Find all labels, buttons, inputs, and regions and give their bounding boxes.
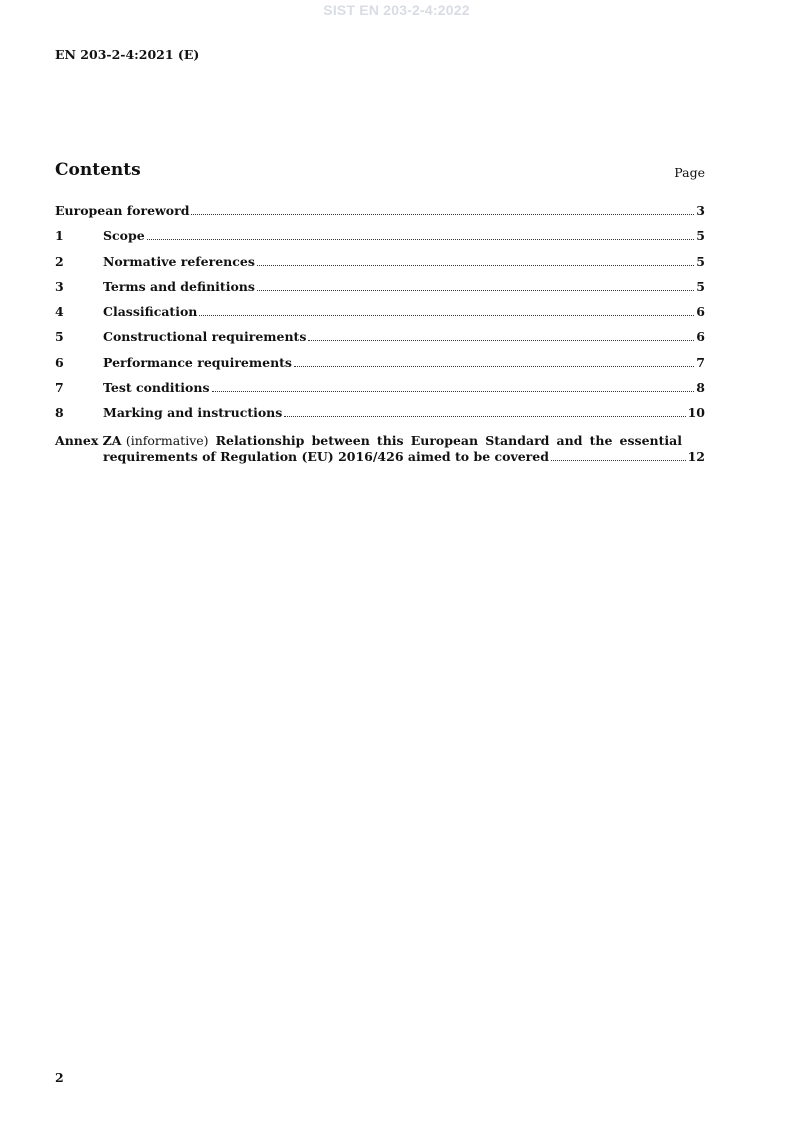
annex-heading <box>55 433 209 449</box>
toc-entry-classification[interactable] <box>55 304 705 329</box>
dot-leader <box>257 290 694 291</box>
toc-entry-title: Classification <box>103 304 198 320</box>
watermark: SIST EN 203-2-4:2022 <box>323 2 470 18</box>
toc-entry-scope[interactable] <box>55 228 705 253</box>
annex-title-word: this <box>376 432 404 448</box>
toc-entry-constructional-requirements[interactable] <box>55 329 705 354</box>
dot-leader <box>294 366 694 367</box>
annex-title-word: European <box>410 432 479 448</box>
annex-title-word: essential <box>619 432 682 448</box>
toc-entry-foreword[interactable] <box>55 203 705 228</box>
toc-entry-title: Scope <box>103 228 145 244</box>
annex-title-continuation: requirements of Regulation (EU) 2016/426 aimed to be covered <box>103 448 549 464</box>
toc-entry-page: 6 <box>696 304 705 320</box>
annex-title-line-2 <box>55 449 705 465</box>
dot-leader <box>551 460 686 461</box>
toc-entry-number: 2 <box>55 253 64 269</box>
annex-label: Annex ZA <box>55 432 122 448</box>
annex-title-word: Relationship <box>215 432 305 448</box>
toc-entry-title: Normative references <box>103 253 255 269</box>
toc-entry-title: Constructional requirements <box>103 329 307 345</box>
toc-entry-number: 8 <box>55 405 64 421</box>
toc-entry-title: Terms and definitions <box>103 278 255 294</box>
toc-entry-title: Performance requirements <box>103 354 292 370</box>
toc-entry-page: 5 <box>696 278 705 294</box>
annex-title-word: Standard <box>485 432 550 448</box>
toc-entry-number: 1 <box>55 228 64 244</box>
toc-entry-page: 3 <box>696 203 705 218</box>
toc-entry-page: 8 <box>696 380 705 396</box>
toc-entry-number: 7 <box>55 380 64 396</box>
page-number: 2 <box>55 1070 64 1085</box>
annex-title-word: the <box>589 432 613 448</box>
toc-entry-page: 7 <box>696 354 705 370</box>
toc-entry-title: European foreword <box>55 203 190 218</box>
dot-leader <box>212 391 695 392</box>
toc-entry-title: Marking and instructions <box>103 405 283 421</box>
toc-entry-number: 5 <box>55 329 64 345</box>
document-id: EN 203-2-4:2021 (E) <box>55 47 200 62</box>
toc-entry-performance-requirements[interactable] <box>55 355 705 380</box>
annex-title-word: between <box>311 432 370 448</box>
toc-entry-normative-references[interactable] <box>55 254 705 279</box>
toc-entry-marking-and-instructions[interactable] <box>55 405 705 430</box>
annex-title-word: and <box>556 432 583 448</box>
page-column-label: Page <box>674 165 705 180</box>
toc-entry-number: 4 <box>55 304 64 320</box>
dot-leader <box>199 315 694 316</box>
toc-entry-number: 3 <box>55 278 64 294</box>
dot-leader <box>284 416 685 417</box>
toc-entry-page: 6 <box>696 329 705 345</box>
toc-entry-page: 12 <box>687 448 705 464</box>
toc-entry-annex-za[interactable] <box>55 433 705 465</box>
annex-type: (informative) <box>125 432 209 448</box>
toc-entry-page: 10 <box>687 405 705 421</box>
toc-entry-title: Test conditions <box>103 380 210 396</box>
toc-entry-test-conditions[interactable] <box>55 380 705 405</box>
annex-title-line-1 <box>55 433 682 449</box>
table-of-contents <box>55 203 705 465</box>
dot-leader <box>308 340 694 341</box>
dot-leader <box>147 239 695 240</box>
toc-entry-page: 5 <box>696 253 705 269</box>
dot-leader <box>191 214 694 215</box>
contents-heading: Contents <box>55 160 141 180</box>
toc-entry-page: 5 <box>696 228 705 244</box>
toc-entry-terms-and-definitions[interactable] <box>55 279 705 304</box>
dot-leader <box>257 265 694 266</box>
toc-entry-number: 6 <box>55 354 64 370</box>
